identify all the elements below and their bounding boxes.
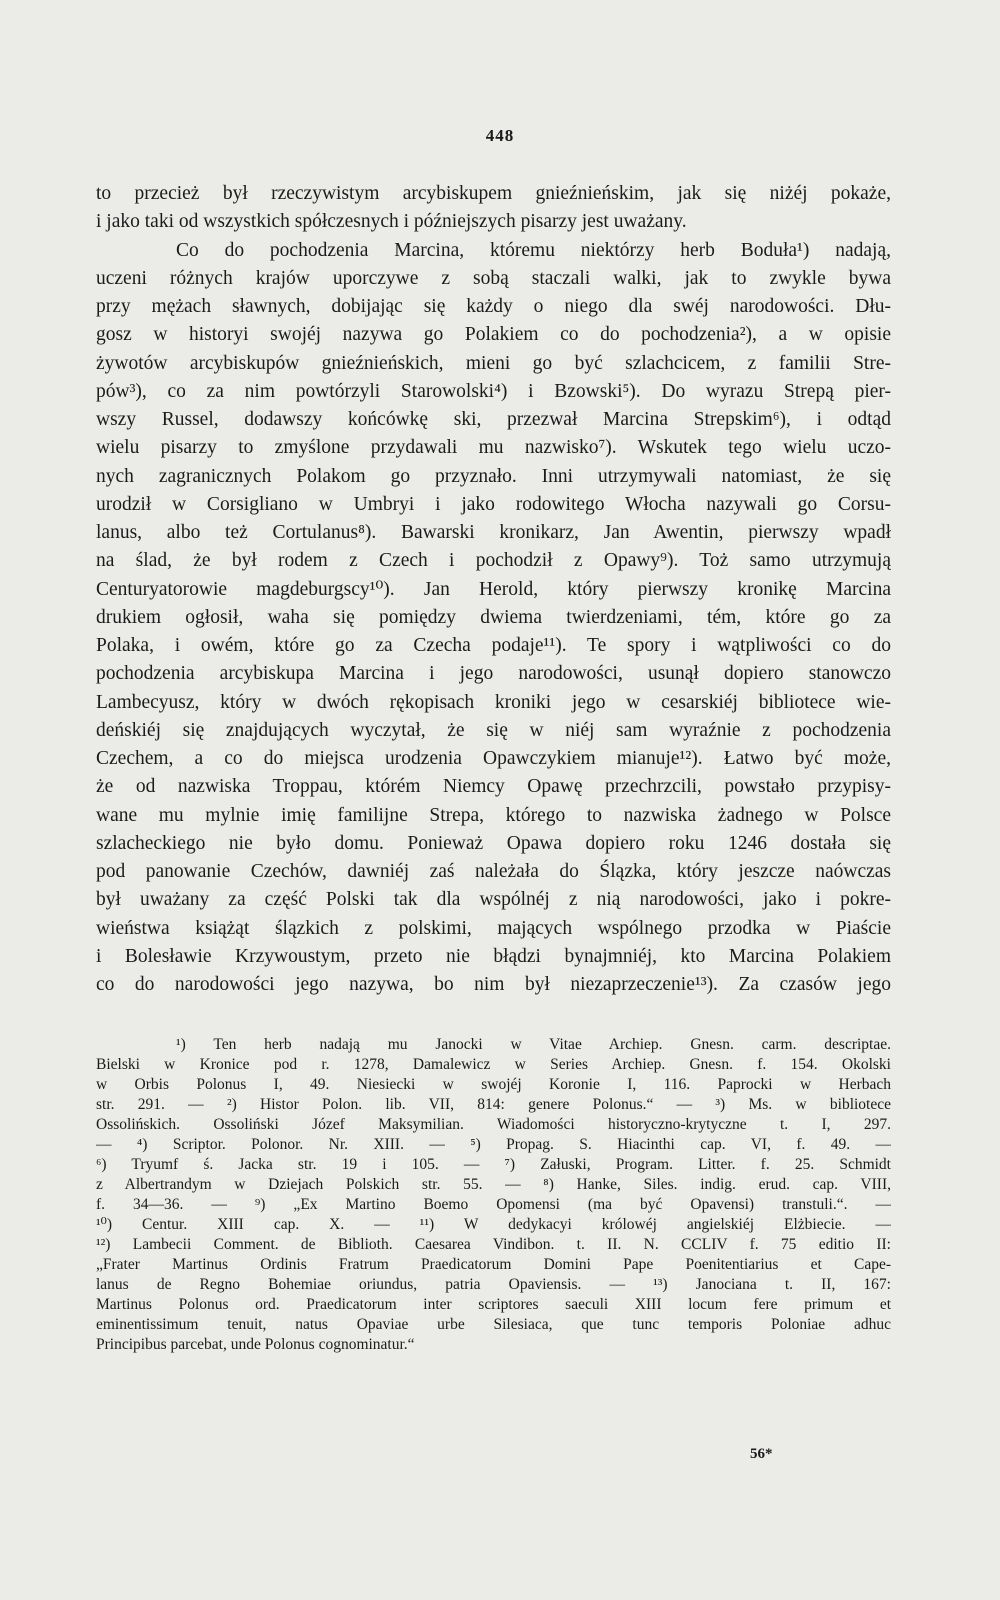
body-line: że od nazwiska Troppau, którém Niemcy Opawę przechrzcili, powstało przypisy-	[96, 776, 891, 798]
printer-signature: 56*	[750, 1446, 773, 1462]
body-line: wieństwa książąt ślązkich z polskimi, mających wspólnego przodka w Piaście	[96, 917, 891, 939]
body-line: i jako taki od wszystkich spółczesnych i późniejszych pisarzy jest uważany.	[96, 211, 687, 233]
body-line: na ślad, że był rodem z Czech i pochodził z Opawy⁹). Toż samo utrzymują	[96, 550, 891, 572]
footnote-line: Principibus parcebat, unde Polonus cognominatur.“	[96, 1336, 415, 1353]
body-line: żywotów arcybiskupów gnieźnieńskich, mieni go być szlachcicem, z familii Stre-	[96, 352, 891, 374]
body-line: Centuryatorowie magdeburgscy¹⁰). Jan Herold, który pierwszy kronikę Marcina	[96, 578, 891, 600]
body-line: wane mu mylnie imię familijne Strepa, którego to nazwiska żadnego w Polsce	[96, 804, 891, 826]
footnote-line: eminentissimum tenuit, natus Opaviae urbe Silesiaca, que tunc temporis Poloniae adhuc	[96, 1316, 891, 1333]
body-line: wszy Russel, dodawszy końcówkę ski, przezwał Marcina Strepskim⁶), i odtąd	[96, 409, 891, 430]
body-text	[96, 180, 891, 999]
body-line: był uważany za część Polski tak dla wspólnéj z nią narodowości, jako i pokre-	[96, 889, 891, 911]
footnote-line: f. 34—36. — ⁹) „Ex Martino Boemo Opomensi (ma być Opavensi) transtuli.“. —	[96, 1196, 891, 1213]
body-line: gosz w historyi swojéj nazywa go Polakiem co do pochodzenia²), a w opisie	[96, 324, 891, 346]
body-line: szlacheckiego nie było domu. Ponieważ Opawa dopiero roku 1246 dostała się	[96, 832, 891, 854]
body-line: co do narodowości jego nazywa, bo nim był niezaprzeczenie¹³). Za czasów jego	[96, 974, 891, 995]
body-line: przy mężach sławnych, dobijając się każdy o niego dla swéj narodowości. Dłu-	[96, 296, 891, 317]
body-line: lanus, albo też Cortulanus⁸). Bawarski kronikarz, Jan Awentin, pierwszy wpadł	[96, 522, 891, 543]
footnote-line: Bielski w Kronice pod r. 1278, Damalewicz w Series Archiep. Gnesn. f. 154. Okolski	[96, 1056, 891, 1073]
footnote-line: „Frater Martinus Ordinis Fratrum Praedicatorum Domini Pape Poenitentiarius et Cape-	[96, 1256, 891, 1273]
body-line: Czechem, a co do miejsca urodzenia Opawczykiem mianuje¹²). Łatwo być może,	[96, 748, 891, 769]
footnote-line: w Orbis Polonus I, 49. Niesiecki w swojéj Koronie I, 116. Paprocki w Herbach	[96, 1076, 891, 1093]
body-line: nych zagranicznych Polakom go przyznało. Inni utrzymywali natomiast, że się	[96, 465, 891, 487]
page-number: 448	[485, 126, 515, 145]
footnote-line: lanus de Regno Bohemiae oriundus, patria Opaviensis. — ¹³) Janociana t. II, 167:	[96, 1276, 891, 1293]
footnote-line: z Albertrandym w Dziejach Polskich str. 55. — ⁸) Hanke, Siles. indig. erud. cap. VIII,	[96, 1176, 891, 1193]
footnote-line: ¹²) Lambecii Comment. de Biblioth. Caesarea Vindibon. t. II. N. CCLIV f. 75 editio II:	[96, 1236, 891, 1253]
footnote-line: — ⁴) Scriptor. Polonor. Nr. XIII. — ⁵) Propag. S. Hiacinthi cap. VI, f. 49. —	[96, 1136, 891, 1153]
body-line: wielu pisarzy to zmyślone przydawali mu nazwisko⁷). Wskutek tego wielu uczo-	[96, 437, 891, 459]
body-line: Co do pochodzenia Marcina, któremu niektórzy herb Boduła¹) nadają,	[176, 239, 891, 261]
body-line: pochodzenia arcybiskupa Marcina i jego narodowości, usunął dopiero stanowczo	[96, 663, 891, 685]
footnote-line: ¹⁰) Centur. XIII cap. X. — ¹¹) W dedykacyi królowéj angielskiéj Elżbiecie. —	[96, 1216, 891, 1233]
body-line: to przecież był rzeczywistym arcybiskupem gnieźnieńskim, jak się niżéj pokaże,	[96, 183, 891, 204]
footnote-line: str. 291. — ²) Histor Polon. lib. VII, 814: genere Polonus.“ — ³) Ms. w bibliotece	[96, 1096, 891, 1113]
body-line: Polaka, i owém, które go za Czecha podaje¹¹). Te spory i wątpliwości co do	[96, 635, 891, 656]
footnote-line: ⁶) Tryumf ś. Jacka str. 19 i 105. — ⁷) Załuski, Program. Litter. f. 25. Schmidt	[96, 1156, 891, 1173]
body-line: deńskiéj się znajdujących wyczytał, że się w niéj sam wyraźnie z pochodzenia	[96, 719, 891, 741]
body-line: uczeni różnych krajów uporczywe z sobą staczali walki, jak to zwykle bywa	[96, 267, 891, 289]
body-line: urodził w Corsigliano w Umbryi i jako rodowitego Włocha nazywali go Corsu-	[96, 493, 891, 515]
body-line: Lambecyusz, który w dwóch rękopisach kroniki jego w cesarskiéj bibliotece wie-	[96, 691, 891, 713]
footnote-line: Martinus Polonus ord. Praedicatorum inter scriptores saeculi XIII locum fere primum et	[96, 1296, 891, 1313]
footnotes	[96, 1035, 891, 1355]
body-line: pów³), co za nim powtórzyli Starowolski⁴) i Bzowski⁵). Do wyrazu Strepą pier-	[96, 380, 891, 402]
footnote-line: ¹) Ten herb nadają mu Janocki w Vitae Archiep. Gnesn. carm. descriptae.	[176, 1036, 891, 1053]
footnote-line: Ossolińskich. Ossoliński Józef Maksymilian. Wiadomości historyczno-krytyczne t. I, 297.	[96, 1116, 891, 1133]
body-line: i Bolesławie Krzywoustym, przeto nie błądzi bynajmniéj, kto Marcina Polakiem	[96, 945, 891, 967]
body-line: pod panowanie Czechów, dawniéj zaś należała do Ślązka, który jeszcze naówczas	[96, 861, 891, 882]
body-line: drukiem ogłosił, waha się pomiędzy dwiema twierdzeniami, tém, które go za	[96, 606, 891, 628]
